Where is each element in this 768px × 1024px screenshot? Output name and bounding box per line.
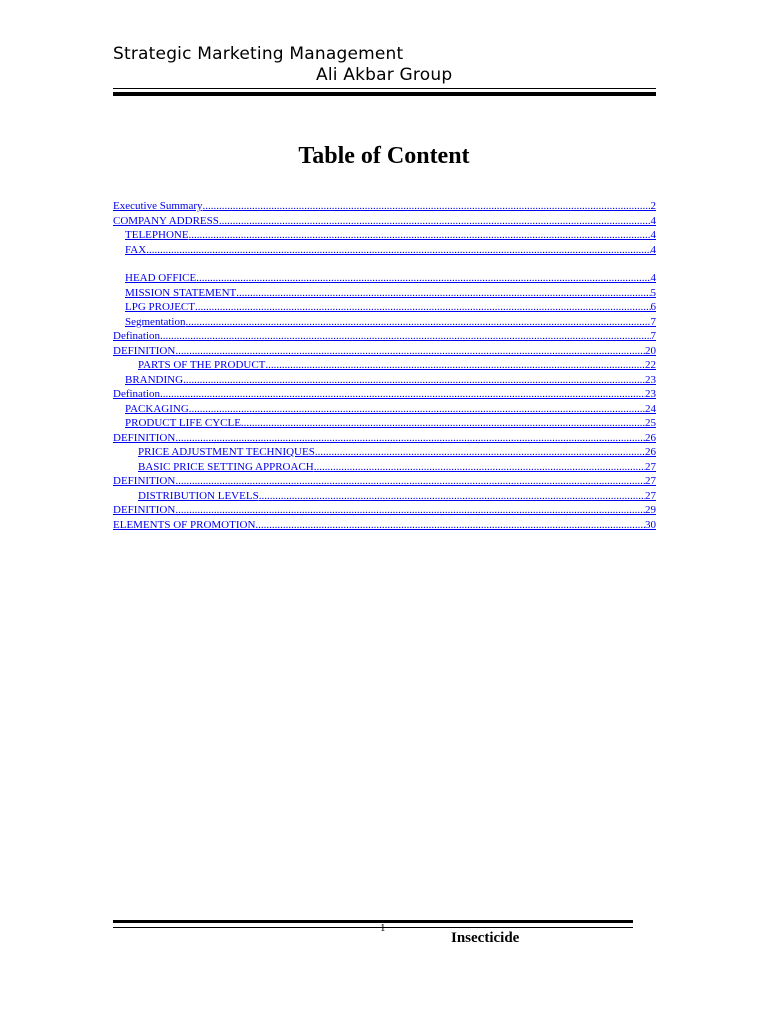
toc-dot-leader [314, 460, 645, 475]
toc-entry-page[interactable]: 27 [645, 460, 656, 473]
toc-dot-leader [195, 300, 651, 315]
toc-dot-leader [175, 503, 645, 518]
toc-entry[interactable] [113, 271, 656, 286]
header-title: Strategic Marketing Management [113, 44, 404, 64]
toc-entry-page[interactable]: 4 [650, 272, 656, 284]
toc-dot-leader [203, 199, 651, 214]
toc-entry-label[interactable]: DEFINITION [113, 504, 176, 516]
toc-entry[interactable] [113, 286, 656, 301]
toc-entry-page[interactable]: 23 [645, 373, 656, 386]
toc-entry[interactable] [113, 344, 656, 359]
toc-entry-page[interactable]: 2 [650, 200, 656, 212]
toc-entry-page[interactable]: 29 [645, 504, 656, 516]
toc-entry-label[interactable]: FAX [125, 243, 147, 256]
page-title: Table of Content [298, 143, 470, 169]
toc-entry[interactable] [113, 358, 656, 373]
toc-dot-leader [265, 358, 645, 373]
toc-dot-leader [259, 489, 645, 504]
toc-entry-label[interactable]: HEAD OFFICE [125, 272, 197, 284]
toc-entry-label[interactable]: BASIC PRICE SETTING APPROACH [138, 460, 314, 473]
header-divider-thick [113, 92, 656, 96]
toc-entry[interactable] [113, 416, 656, 431]
toc-entry[interactable] [113, 474, 656, 489]
toc-dot-leader [186, 315, 651, 330]
toc-entry-label[interactable]: Executive Summary [113, 200, 203, 212]
toc-entry-page[interactable]: 4 [650, 243, 656, 256]
toc-entry-page[interactable]: 26 [645, 446, 656, 458]
toc-entry-label[interactable]: ELEMENTS OF PROMOTION [113, 518, 256, 531]
toc-entry-page[interactable]: 30 [645, 518, 656, 531]
toc-entry[interactable] [113, 199, 656, 214]
toc-entry[interactable] [113, 518, 656, 533]
toc-entry-page[interactable]: 7 [650, 330, 656, 342]
toc-entry-page[interactable]: 5 [650, 286, 656, 299]
table-of-contents [113, 199, 656, 532]
toc-entry[interactable] [113, 228, 656, 243]
toc-entry-page[interactable]: 7 [650, 315, 656, 328]
toc-entry-label[interactable]: DEFINITION [113, 431, 176, 444]
toc-entry-label[interactable]: BRANDING [125, 373, 184, 386]
toc-entry[interactable] [113, 214, 656, 229]
toc-entry-page[interactable]: 27 [645, 475, 656, 487]
toc-entry[interactable] [113, 329, 656, 344]
toc-entry-label[interactable]: Defination [113, 388, 161, 400]
toc-entry[interactable] [113, 431, 656, 446]
toc-entry[interactable] [113, 489, 656, 504]
toc-dot-leader [183, 373, 645, 388]
toc-entry[interactable] [113, 315, 656, 330]
toc-dot-leader [175, 431, 645, 446]
header-subtitle: Ali Akbar Group [316, 65, 453, 85]
toc-dot-leader [175, 474, 645, 489]
footer-divider-thick [113, 920, 633, 923]
toc-dot-leader [160, 329, 650, 344]
toc-dot-leader [189, 228, 651, 243]
toc-entry-page[interactable]: 20 [645, 344, 656, 357]
toc-entry-page[interactable]: 6 [650, 301, 656, 313]
toc-entry-label[interactable]: MISSION STATEMENT [125, 286, 237, 299]
toc-entry-label[interactable]: DISTRIBUTION LEVELS [138, 489, 259, 502]
toc-dot-leader [196, 271, 650, 286]
toc-entry-page[interactable]: 23 [645, 388, 656, 400]
toc-entry-label[interactable]: PACKAGING [125, 402, 189, 415]
toc-dot-leader [219, 214, 651, 229]
toc-entry[interactable] [113, 460, 656, 475]
toc-entry-page[interactable]: 4 [650, 229, 656, 241]
toc-entry-label[interactable]: Defination [113, 330, 161, 342]
toc-dot-leader [175, 344, 645, 359]
toc-entry-label[interactable]: DEFINITION [113, 344, 176, 357]
toc-dot-leader [189, 402, 645, 417]
toc-entry-page[interactable]: 26 [645, 431, 656, 444]
toc-entry-page[interactable]: 25 [645, 417, 656, 429]
toc-entry-label[interactable]: Segmentation [125, 315, 186, 328]
toc-entry-label[interactable]: DEFINITION [113, 475, 176, 487]
toc-entry-label[interactable]: LPG PROJECT [125, 301, 195, 313]
toc-entry-label[interactable]: PRICE ADJUSTMENT TECHNIQUES [138, 446, 315, 458]
toc-dot-leader [160, 387, 645, 402]
toc-entry[interactable] [113, 503, 656, 518]
toc-entry-label[interactable]: PARTS OF THE PRODUCT [138, 359, 266, 371]
page-number: 1 [380, 922, 386, 934]
toc-entry[interactable] [113, 387, 656, 402]
toc-dot-leader [236, 286, 650, 301]
header-divider-thin [113, 88, 656, 89]
toc-entry-label[interactable]: COMPANY ADDRESS [113, 214, 219, 227]
toc-entry[interactable] [113, 243, 656, 258]
toc-entry-label[interactable]: TELEPHONE [125, 229, 189, 241]
toc-entry-page[interactable]: 22 [645, 359, 656, 371]
toc-entry-label[interactable]: PRODUCT LIFE CYCLE [125, 417, 241, 429]
toc-entry-page[interactable]: 24 [645, 402, 656, 415]
footer-divider-thin [113, 927, 633, 928]
toc-entry-page[interactable]: 27 [645, 489, 656, 502]
toc-entry[interactable] [113, 300, 656, 315]
toc-entry[interactable] [113, 402, 656, 417]
footer-text: Insecticide [451, 930, 520, 946]
toc-entry[interactable] [113, 445, 656, 460]
toc-dot-leader [146, 243, 650, 258]
toc-entry[interactable] [113, 373, 656, 388]
toc-entry-page[interactable]: 4 [650, 214, 656, 227]
toc-dot-leader [315, 445, 645, 460]
toc-dot-leader [241, 416, 645, 431]
toc-dot-leader [255, 518, 645, 533]
